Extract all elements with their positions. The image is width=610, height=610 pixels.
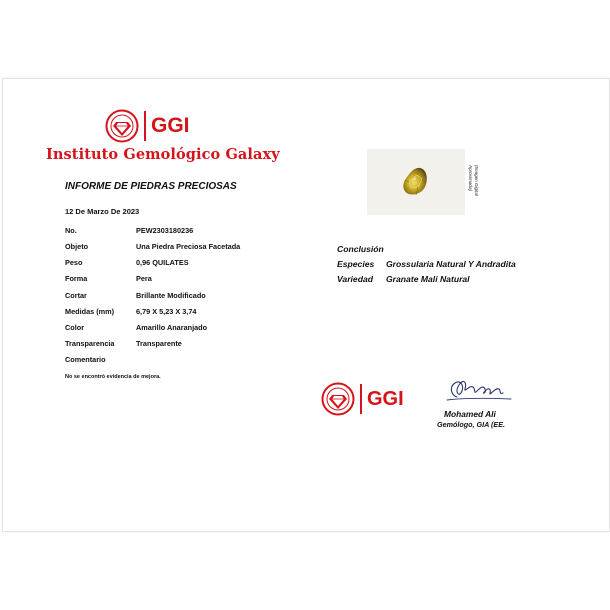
field-value: Pera [136, 274, 152, 283]
field-row-weight [65, 258, 365, 270]
photo-caption-line2: Aproximada) [468, 165, 473, 192]
field-value: Amarillo Anaranjado [136, 323, 208, 332]
logo-separator [144, 111, 146, 141]
signature-scribble [443, 373, 515, 405]
field-row-comment [65, 355, 365, 367]
field-label: Cortar [65, 291, 87, 300]
field-label: Forma [65, 274, 88, 283]
field-label: Comentario [65, 355, 106, 364]
field-value: Transparente [136, 339, 182, 348]
field-row-object [65, 242, 365, 254]
field-label: Medidas (mm) [65, 307, 115, 316]
conclusion-value: Granate Mali Natural [386, 274, 470, 284]
institute-name: Instituto Gemológico Galaxy [46, 146, 280, 163]
signatory-name: Mohamed Ali [444, 409, 496, 419]
field-label: Objeto [65, 242, 89, 251]
field-row-measurements [65, 307, 365, 319]
field-label: Peso [65, 258, 83, 267]
conclusion-label: Especies [337, 259, 375, 269]
gem-image [396, 163, 434, 201]
field-row-color [65, 323, 365, 335]
conclusion-value: Grossularia Natural Y Andradita [386, 259, 516, 269]
field-row-shape [65, 274, 365, 286]
field-value: 0,96 QUILATES [136, 258, 189, 267]
report-date: 12 De Marzo De 2023 [65, 207, 140, 216]
logo-text: GGI [151, 114, 190, 137]
field-label: Transparencia [65, 339, 115, 348]
report-title: INFORME DE PIEDRAS PRECIOSAS [65, 181, 237, 192]
field-label: No. [65, 226, 77, 235]
ggi-seal-icon [105, 109, 139, 143]
gem-photo-frame [367, 149, 465, 215]
conclusion-heading: Conclusión [337, 244, 384, 254]
photo-caption-line1: (Imagen Digital [474, 165, 479, 196]
footer-logo [321, 382, 421, 416]
logo-text: GGI [367, 388, 404, 410]
field-value: Brillante Modificado [136, 291, 206, 300]
header-logo [105, 109, 205, 143]
ggi-seal-icon [321, 382, 355, 416]
conclusion-label: Variedad [337, 274, 373, 284]
field-row-number [65, 226, 365, 238]
photo-caption [467, 165, 479, 196]
logo-separator [360, 384, 362, 414]
field-label: Color [65, 323, 85, 332]
field-value: PEW2303180236 [136, 226, 194, 235]
certificate-sheet [2, 78, 610, 532]
signatory-title: Gemólogo, GIA (EE. [437, 420, 506, 429]
field-row-transparency [65, 339, 365, 351]
field-value: Una Piedra Preciosa Facetada [136, 242, 241, 251]
field-row-cut [65, 291, 365, 303]
enhancement-note: No se encontró evidencia de mejora. [65, 374, 161, 380]
field-value: 6,79 X 5,23 X 3,74 [136, 307, 197, 316]
